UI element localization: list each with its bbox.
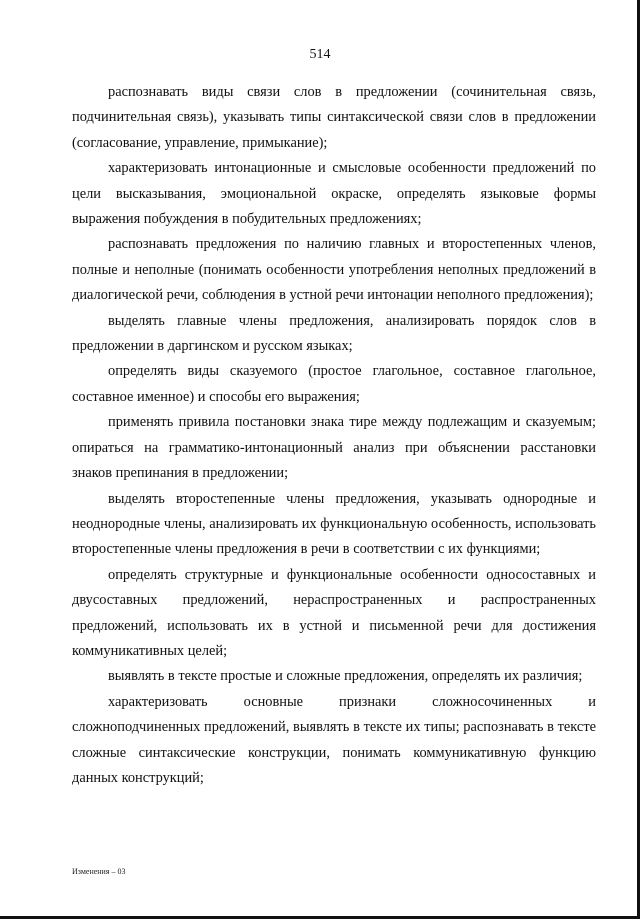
paragraph: характеризовать основные признаки сложносочиненных и сложноподчиненных предложений, выявлять в тексте их типы; распознавать в тексте сложные синтаксические конструкции, понимать коммуникативную функцию данных конструкций; xyxy=(72,693,596,786)
paragraph: выявлять в тексте простые и сложные предложения, определять их различия; xyxy=(108,668,583,685)
footer-revision-note: Изменения – 03 xyxy=(72,867,126,876)
paragraph: определять структурные и функциональные особенности односоставных и двусоставных предложений, нераспространенных и распространенных предложений, использовать их в устной и письменной речи для достижения коммуникативных целей; xyxy=(72,566,596,659)
paragraph: выделять второстепенные члены предложения, указывать однородные и неоднородные члены, анализировать их функциональную особенность, использовать второстепенные члены предложения в речи в соответствии с их функциями; xyxy=(72,490,596,558)
document-body xyxy=(72,80,596,791)
paragraph: выделять главные члены предложения, анализировать порядок слов в предложении в даргинском и русском языках; xyxy=(72,312,596,355)
paragraph: характеризовать интонационные и смысловые особенности предложений по цели высказывания, эмоциональной окраске, определять языковые формы выражения побуждения в побудительных предложениях; xyxy=(72,160,596,228)
paragraph: распознавать предложения по наличию главных и второстепенных членов, полные и неполные (понимать особенности употребления неполных предложений в диалогической речи, соблюдения в устной речи интонации неполного предложения); xyxy=(72,236,596,304)
paragraph: распознавать виды связи слов в предложении (сочинительная связь, подчинительная связь), указывать типы синтаксической связи слов в предложении (согласование, управление, примыкание); xyxy=(72,84,596,151)
paragraph: определять виды сказуемого (простое глагольное, составное глагольное, составное именное) и способы его выражения; xyxy=(72,363,596,405)
paragraph: применять привила постановки знака тире между подлежащим и сказуемым; опираться на грамматико-интонационный анализ при объяснении расстановки знаков препинания в предложении; xyxy=(72,414,596,482)
page-number: 514 xyxy=(309,47,331,62)
